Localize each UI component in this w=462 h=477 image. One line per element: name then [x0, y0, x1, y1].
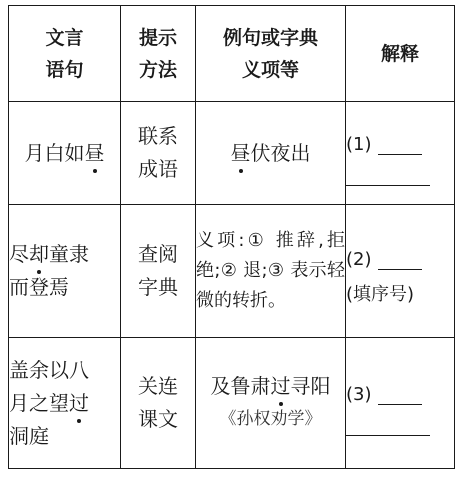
header-sentence: [9, 6, 121, 102]
emphasis-dot-icon: [93, 169, 97, 173]
table-row: [9, 102, 455, 205]
example-cell: [196, 102, 346, 205]
header-example-line-1: 例句或字典: [222, 26, 318, 49]
sentence-cell: [9, 102, 121, 205]
header-answer-label: 解释: [380, 42, 419, 65]
sentence-text: 月之望: [9, 390, 69, 415]
answer-blank[interactable]: [378, 384, 422, 405]
emphasis-dot-icon: [279, 402, 283, 406]
sentence-line: 洞庭: [9, 423, 49, 448]
method-line-1: 关连: [138, 374, 178, 398]
sentence-line: 而登焉: [9, 275, 69, 299]
emphasis-dot-icon: [77, 419, 81, 423]
header-method-line-2: 方法: [138, 58, 177, 81]
method-line-2: 成语: [138, 157, 178, 181]
method-cell: [121, 102, 196, 205]
example-text: 及鲁肃: [210, 374, 271, 398]
method-line-1: 联系: [138, 124, 178, 148]
method-line-1: 查阅: [138, 242, 178, 266]
answer-blank-long[interactable]: [346, 435, 430, 436]
answer-cell: [346, 102, 455, 205]
header-method-line-1: 提示: [138, 26, 177, 49]
answer-cell: [346, 205, 455, 338]
sentence-line: [9, 387, 120, 420]
emphasized-char-text: 却: [29, 242, 49, 266]
emphasized-char-text: 昼: [230, 140, 251, 165]
table-row: [9, 205, 455, 338]
sentence-line: 盖余以八: [9, 357, 89, 382]
header-example: [196, 6, 346, 102]
method-line-2: 课文: [138, 407, 178, 431]
emphasized-char: [29, 238, 49, 271]
table-row: [9, 338, 455, 469]
example-text: 伏夜出: [250, 140, 311, 165]
sentence-line: [9, 137, 120, 170]
answer-line: [346, 121, 454, 155]
example-sentence: [196, 137, 345, 170]
answer-line: [346, 371, 454, 405]
method-cell: [121, 338, 196, 469]
answer-blank-long[interactable]: [346, 185, 430, 186]
answer-label: (3): [346, 383, 372, 405]
emphasized-char-text: 过: [270, 374, 291, 398]
header-example-line-2: 义项等: [241, 58, 299, 81]
answer-label: (1): [346, 133, 372, 155]
answer-note: (填序号): [346, 284, 415, 305]
emphasis-dot-icon: [239, 169, 243, 173]
emphasized-char: [85, 137, 105, 170]
example-cell: [196, 338, 346, 469]
header-method: [121, 6, 196, 102]
emphasized-char: [69, 387, 89, 420]
classical-chinese-table: [8, 5, 455, 469]
answer-line: [346, 236, 454, 270]
sentence-cell: [9, 338, 121, 469]
method-line-2: 字典: [138, 275, 178, 299]
method-cell: [121, 205, 196, 338]
answer-blank[interactable]: [378, 134, 422, 155]
sentence-text: 童隶: [49, 242, 89, 266]
sentence-text: 月白如: [24, 140, 85, 165]
dictionary-meanings-cell: [196, 205, 346, 338]
example-source: 《孙权劝学》: [219, 409, 322, 429]
sentence-line: [9, 238, 120, 271]
example-text: 寻阳: [290, 374, 331, 398]
header-row: [9, 6, 455, 102]
answer-blank[interactable]: [378, 249, 422, 270]
header-sentence-line-1: 文言: [45, 26, 84, 49]
emphasized-char-text: 昼: [84, 140, 105, 165]
emphasis-dot-icon: [37, 270, 41, 274]
sentence-cell: [9, 205, 121, 338]
header-sentence-line-2: 语句: [45, 58, 84, 81]
answer-label: (2): [346, 249, 372, 270]
emphasized-char: [231, 137, 251, 170]
header-answer: [346, 6, 455, 102]
emphasized-char-text: 过: [69, 390, 89, 415]
sentence-text: 尽: [9, 242, 29, 266]
example-sentence: [196, 370, 345, 403]
emphasized-char: [271, 370, 291, 403]
dictionary-meanings: 义项:① 推辞,拒绝;② 退;③ 表示轻微的转折。: [196, 230, 345, 311]
answer-cell: [346, 338, 455, 469]
